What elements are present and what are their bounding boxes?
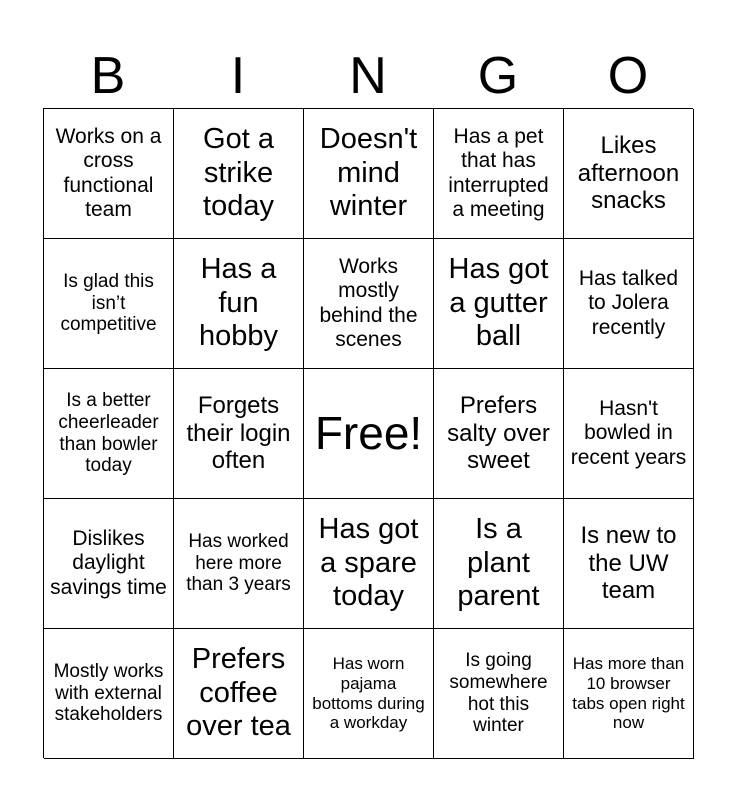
- bingo-cell[interactable]: Prefers salty over sweet: [434, 369, 564, 499]
- bingo-cell[interactable]: Has worn pajama bottoms during a workday: [304, 629, 434, 759]
- bingo-cell[interactable]: Works mostly behind the scenes: [304, 239, 434, 369]
- bingo-cell[interactable]: Is going somewhere hot this winter: [434, 629, 564, 759]
- bingo-cell[interactable]: Is a plant parent: [434, 499, 564, 629]
- bingo-cell[interactable]: Has a pet that has interrupted a meeting: [434, 109, 564, 239]
- bingo-cell[interactable]: Dislikes daylight savings time: [44, 499, 174, 629]
- bingo-cell[interactable]: Prefers coffee over tea: [174, 629, 304, 759]
- header-letter-i: I: [230, 47, 246, 105]
- bingo-cell[interactable]: Likes afternoon snacks: [564, 109, 694, 239]
- bingo-header: [43, 44, 693, 108]
- bingo-cell[interactable]: Is new to the UW team: [564, 499, 694, 629]
- bingo-cell[interactable]: Is glad this isn’t competitive: [44, 239, 174, 369]
- header-letter-b: B: [90, 47, 126, 105]
- header-letter-o: O: [607, 47, 649, 105]
- bingo-cell[interactable]: Mostly works with external stakeholders: [44, 629, 174, 759]
- bingo-cell[interactable]: Works on a cross functional team: [44, 109, 174, 239]
- bingo-cell[interactable]: Got a strike today: [174, 109, 304, 239]
- bingo-cell[interactable]: Has got a spare today: [304, 499, 434, 629]
- bingo-cell[interactable]: Has a fun hobby: [174, 239, 304, 369]
- bingo-cell[interactable]: Hasn't bowled in recent years: [564, 369, 694, 499]
- bingo-cell[interactable]: Has talked to Jolera recently: [564, 239, 694, 369]
- bingo-cell[interactable]: Forgets their login often: [174, 369, 304, 499]
- bingo-cell[interactable]: Doesn't mind winter: [304, 109, 434, 239]
- header-letter-g: G: [477, 47, 519, 105]
- bingo-cell[interactable]: Has got a gutter ball: [434, 239, 564, 369]
- header-letter-n: N: [349, 47, 387, 105]
- bingo-cell[interactable]: Has more than 10 browser tabs open right now: [564, 629, 694, 759]
- bingo-cell[interactable]: Is a better cheerleader than bowler today: [44, 369, 174, 499]
- bingo-grid: [43, 108, 693, 758]
- free-space-cell[interactable]: Free!: [304, 369, 434, 499]
- bingo-cell[interactable]: Has worked here more than 3 years: [174, 499, 304, 629]
